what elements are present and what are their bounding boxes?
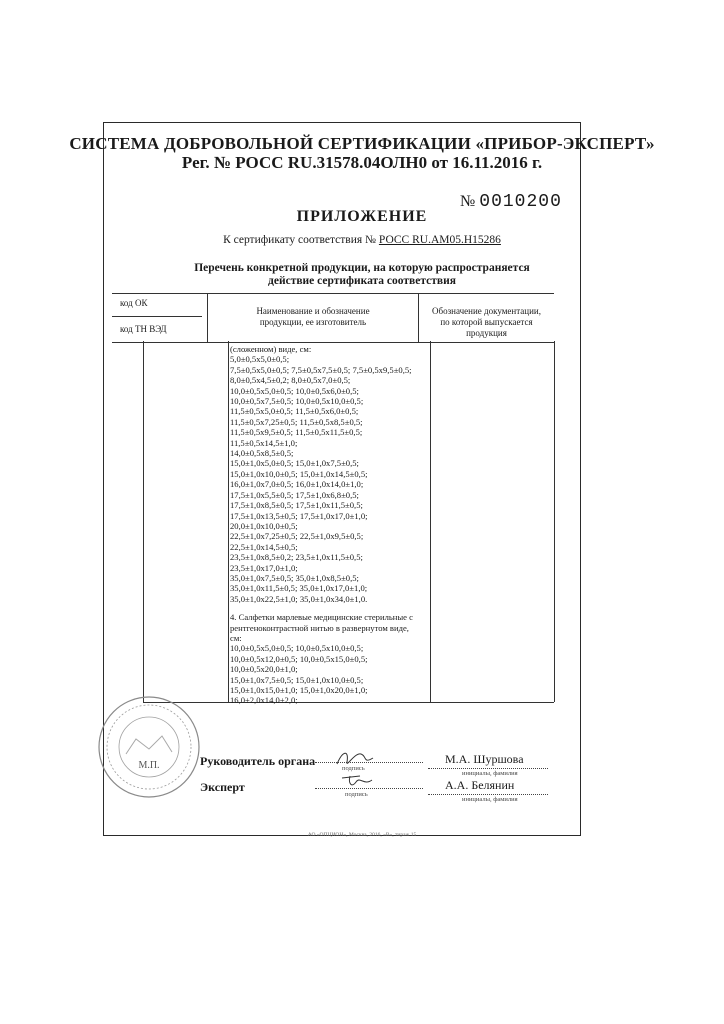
product-line: 10,0±0,5х20,0±1,0; — [230, 664, 298, 675]
list-title-line1: Перечень конкретной продукции, на которую распространяется — [194, 262, 530, 274]
certificate-number: РОСС RU.AM05.H15286 — [378, 234, 501, 246]
name-header-line: продукции, ее изготовитель — [259, 317, 367, 327]
name-hint: инициалы, фамилия — [462, 796, 518, 803]
code-divider — [112, 316, 202, 317]
head-role: Руководитель органа — [200, 754, 316, 768]
expert-signature-row — [0, 776, 724, 806]
product-line: 35,0±1,0х7,5±0,5; 35,0±1,0х8,5±0,5; — [230, 572, 359, 583]
serial-value: 0010200 — [479, 192, 562, 212]
product-line: 35,0±1,0х11,5±0,5; 35,0±1,0х17,0±1,0; — [230, 583, 368, 594]
product-line: 7,5±0,5х5,0±0,5; 7,5±0,5х7,5±0,5; 7,5±0,5х9,5±0,5; — [230, 364, 412, 375]
code-tn-label: код ТН ВЭД — [120, 324, 167, 334]
doc-header-line: по которой выпускается продукция — [440, 317, 533, 338]
serial-prefix: № — [460, 193, 476, 210]
table-border-left — [143, 341, 144, 702]
product-line: рентгеноконтрастной нитью в развернутом виде, — [230, 622, 409, 633]
code-ok-label: код ОК — [120, 298, 148, 308]
product-line: 17,5±1,0х8,5±0,5; 17,5±1,0х11,5±0,5; — [230, 500, 363, 511]
name-hint: инициалы, фамилия — [462, 770, 518, 777]
product-line: 15,0±1,0х5,0±0,5; 15,0±1,0х7,5±0,5; — [230, 458, 359, 469]
product-item-4-block — [230, 612, 430, 706]
table-column-line — [228, 341, 229, 702]
table-header — [112, 293, 554, 343]
product-line: 11,5±0,5х9,5±0,5; 11,5±0,5х11,5±0,5; — [230, 427, 363, 438]
name-line — [428, 768, 548, 769]
product-line: 10,0±0,5х5,0±0,5; 10,0±0,5х10,0±0,5; — [230, 643, 364, 654]
sign-hint: подпись — [345, 791, 368, 798]
sign-hint: подпись — [342, 765, 365, 772]
table-column-line — [430, 341, 431, 702]
product-line: 15,0±1,0х10,0±0,5; 15,0±1,0х14,5±0,5; — [230, 468, 368, 479]
product-line: 8,0±0,5х4,5±0,2; 8,0±0,5х7,0±0,5; — [230, 375, 351, 386]
expert-signature-scribble — [340, 772, 376, 792]
product-line: 16,0±2,0х14,0±2,0; — [230, 695, 298, 706]
product-line: 20,0±1,0х10,0±0,5; — [230, 520, 298, 531]
product-line: 11,5±0,5х14,5±1,0; — [230, 437, 298, 448]
registration-line: Рег. № РОСС RU.31578.04ОЛН0 от 16.11.2016 г. — [181, 153, 543, 172]
name-line — [428, 794, 548, 795]
product-line: 15,0±1,0х15,0±1,0; 15,0±1,0х20,0±1,0; — [230, 685, 368, 695]
product-line: 16,0±1,0х7,0±0,5; 16,0±1,0х14,0±1,0; — [230, 479, 364, 490]
block-spacer — [230, 604, 430, 612]
product-sizes-block — [230, 344, 430, 604]
product-line: (сложенном) виде, см: — [230, 344, 312, 354]
product-line: 22,5±1,0х14,5±0,5; — [230, 541, 298, 552]
product-line: 5,0±0,5х5,0±0,5; — [230, 354, 290, 365]
certificate-label: К сертификату соответствия № — [223, 234, 377, 246]
product-list — [230, 344, 430, 706]
doc-header-line: Обозначение документации, — [432, 306, 541, 316]
product-line: 11,5±0,5х7,25±0,5; 11,5±0,5х8,5±0,5; — [230, 416, 363, 427]
expert-role: Эксперт — [200, 780, 245, 794]
product-line: 10,0±0,5х7,5±0,5; 10,0±0,5х10,0±0,5; — [230, 396, 364, 407]
certificate-reference — [0, 234, 724, 246]
product-line: 23,5±1,0х8,5±0,2; 23,5±1,0х11,5±0,5; — [230, 552, 363, 563]
product-line: 11,5±0,5х5,0±0,5; 11,5±0,5х6,0±0,5; — [230, 406, 359, 417]
product-line: 35,0±1,0х22,5±1,0; 35,0±1,0х34,0±1,0. — [230, 593, 368, 604]
seal-mp-text: М.П. — [138, 760, 160, 771]
name-column-header — [208, 306, 418, 328]
head-name: М.А. Шуршова — [445, 752, 524, 766]
system-title: СИСТЕМА ДОБРОВОЛЬНОЙ СЕРТИФИКАЦИИ «ПРИБОР-ЭКСПЕРТ» — [69, 134, 655, 153]
product-line: 10,0±0,5х12,0±0,5; 10,0±0,5х15,0±0,5; — [230, 653, 368, 664]
product-line: 17,5±1,0х5,5±0,5; 17,5±1,0х6,8±0,5; — [230, 489, 359, 500]
product-line: 15,0±1,0х7,5±0,5; 15,0±1,0х10,0±0,5; — [230, 674, 364, 685]
list-title-line2: действие сертификата соответствия — [268, 275, 456, 287]
product-line: 17,5±1,0х13,5±0,5; 17,5±1,0х17,0±1,0; — [230, 510, 368, 521]
table-border-right — [554, 341, 555, 702]
product-line: см: — [230, 632, 242, 643]
printer-footer: АО «ОПЦИОН», Москва, 2016, «В», тираж 15 — [307, 832, 417, 838]
expert-name: А.А. Белянин — [445, 778, 515, 792]
product-line: 10,0±0,5х5,0±0,5; 10,0±0,5х6,0±0,5; — [230, 385, 359, 396]
doc-column-header — [419, 306, 554, 339]
name-header-line: Наименование и обозначение — [256, 306, 370, 316]
product-line: 4. Салфетки марлевые медицинские стерильные с — [230, 612, 413, 623]
product-line: 22,5±1,0х7,25±0,5; 22,5±1,0х9,5±0,5; — [230, 531, 364, 542]
product-line: 23,5±1,0х17,0±1,0; — [230, 562, 298, 573]
product-line: 14,0±0,5х8,5±0,5; — [230, 448, 294, 459]
page-title: ПРИЛОЖЕНИЕ — [296, 208, 428, 225]
